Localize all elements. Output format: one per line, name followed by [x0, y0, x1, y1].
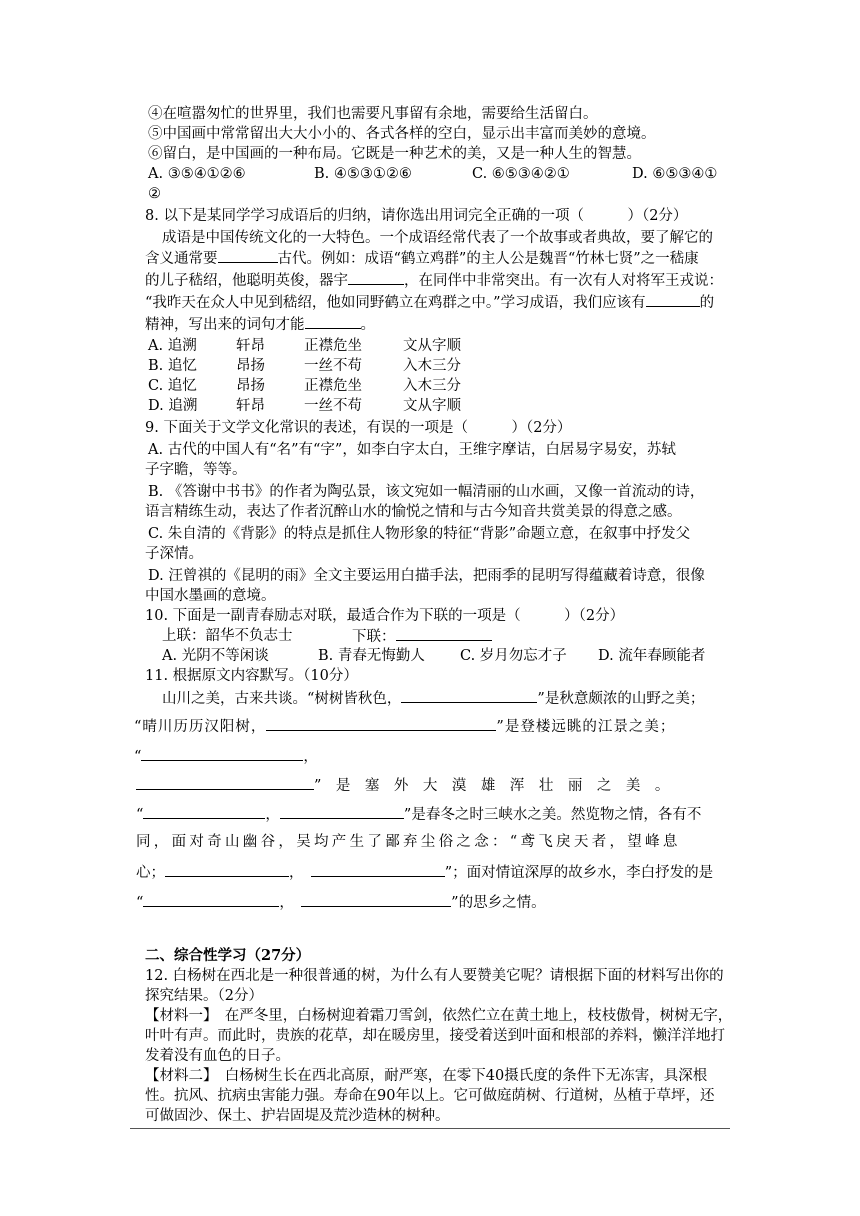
q10-option-d: D. 流年春顾能者 — [598, 648, 706, 664]
q11-blank-2 — [266, 716, 496, 731]
q10-lower-label: 下联： — [352, 629, 396, 645]
q11-line-2 — [134, 716, 675, 737]
q11-line-5 — [136, 804, 701, 825]
q7-option-b: B. ④⑤③①②⑥ — [314, 166, 412, 182]
q8-d-4: 文从字顺 — [403, 398, 461, 414]
q9-c-line-1: C. 朱自清的《背影》的特点是抓住人物形象的特征“背影”命题立意，在叙事中抒发父 — [148, 526, 691, 542]
q11-line-1 — [162, 688, 704, 709]
q8-passage-1: 成语是中国传统文化的一大特色。一个成语经常代表了一个故事或者典故，要了解它的 — [162, 230, 713, 246]
q11-stem: 11. 根据原文内容默写。（10分） — [145, 668, 358, 684]
q11-l2-text: “晴川历历汉阳树， — [134, 719, 267, 735]
q7-sentence-5: ⑤中国画中常常留出大大小小的、各式各样的空白，显示出丰富而美妙的意境。 — [148, 126, 656, 142]
q11-l2-text-2: ”是登楼远眺的江景之美； — [496, 719, 676, 735]
q12-material-1-line-2: 叶叶有声。而此时，贵族的花草，却在暖房里，接受着送到叶面和根部的养料，懒洋洋地打 — [145, 1028, 725, 1044]
q8-passage-2 — [145, 248, 699, 269]
q10-upper-couplet: 上联：韶华不负志士 — [162, 628, 293, 644]
q11-l1-text-2: ”是秋意颇浓的山野之美； — [537, 691, 705, 707]
q10-lower-couplet — [352, 626, 492, 647]
q10-option-c: C. 岁月勿忘才子 — [460, 648, 567, 664]
q12-stem-1: 12. 白杨树在西北是一种很普通的树，为什么有人要赞美它呢？请根据下面的材料写出你的 — [145, 968, 724, 984]
q8-passage-5 — [145, 314, 375, 335]
q7-sentence-4: ④在喧嚣匆忙的世界里，我们也需要凡事留有余地，需要给生活留白。 — [148, 106, 598, 122]
q8-d-2: 轩昂 — [236, 398, 265, 414]
q8-d-1: D. 追溯 — [148, 398, 198, 414]
q8-a-4: 文从字顺 — [403, 338, 461, 354]
q8-blank-3 — [646, 292, 700, 307]
q8-passage-4 — [145, 292, 714, 313]
section-2-title: 二、综合性学习（27分） — [145, 947, 311, 964]
q9-c-line-2: 子深情。 — [145, 546, 203, 562]
q8-passage-3 — [145, 270, 723, 291]
q11-l5-quote: “ — [136, 807, 144, 823]
q11-l7-text: 心； — [136, 865, 165, 881]
q8-a-1: A. 追溯 — [148, 338, 197, 354]
q8-b-3: 一丝不苟 — [304, 358, 362, 374]
q8-b-4: 入木三分 — [403, 358, 461, 374]
q11-blank-10 — [301, 892, 451, 907]
q12-material-1-line-1: 【材料一】 在严冬里，白杨树迎着霜刀雪剑，依然伫立在黄土地上，枝枝傲骨，树树无字， — [145, 1008, 733, 1024]
q11-l5-comma: ， — [265, 807, 280, 823]
q11-blank-9 — [143, 892, 279, 907]
q8-d-3: 一丝不苟 — [304, 398, 362, 414]
q7-sentence-6: ⑥留白，是中国画的一种布局。它既是一种艺术的美，又是一种人生的智慧。 — [148, 146, 641, 162]
q9-b-line-2: 语言精练生动，表达了作者沉醉山水的愉悦之情和与古今知音共赏美景的得意之感。 — [145, 504, 682, 520]
q11-line-8 — [136, 892, 546, 913]
q8-c-4: 入木三分 — [403, 378, 461, 394]
q11-blank-3 — [141, 746, 303, 761]
q11-blank-6 — [280, 804, 404, 819]
q9-d-line-1: D. 汪曾祺的《昆明的雨》全文主要运用白描手法，把雨季的昆明写得蕴藏着诗意，很像 — [148, 568, 705, 584]
q8-p3-text: 的儿子嵇绍，他聪明英俊，器宇 — [145, 273, 348, 289]
q11-line-4 — [136, 775, 669, 796]
q11-l3-quote: “ — [134, 749, 142, 765]
q9-a-line-2: 子字瞻，等等。 — [145, 462, 247, 478]
q8-p2-text-2: 古代。例如：成语“鹤立鸡群”的主人公是魏晋“竹林七贤”之一嵇康 — [277, 251, 699, 267]
q7-option-d-wrap: ② — [148, 186, 161, 202]
q10-option-a: A. 光阴不等闲谈 — [162, 648, 269, 664]
q12-stem-2: 探究结果。（2分） — [145, 988, 263, 1004]
q11-line-6: 同，面对奇山幽谷，吴均产生了鄙弃尘俗之念：“鸢飞戾天者，望峰息 — [136, 834, 681, 850]
q9-stem: 9. 下面关于文学文化常识的表述，有误的一项是（ ）（2分） — [145, 420, 572, 436]
q7-option-c: C. ⑥⑤③④②① — [472, 166, 570, 182]
q8-c-1: C. 追忆 — [148, 378, 197, 394]
q11-line-3 — [134, 746, 318, 767]
q11-blank-1 — [401, 688, 537, 703]
q7-option-d: D. ⑥⑤③④① — [632, 166, 718, 182]
q9-a-line-1: A. 古代的中国人有“名”有“字”，如李白字太白，王维字摩诘，白居易字易安，苏轼 — [148, 442, 676, 458]
q10-stem: 10. 下面是一副青春励志对联，最适合作为下联的一项是（ ）（2分） — [145, 608, 625, 624]
q8-b-2: 昂扬 — [236, 358, 265, 374]
q11-blank-8 — [311, 862, 445, 877]
q10-option-b: B. 青春无悔勤人 — [318, 648, 425, 664]
q8-p3-text-2: ，在同伴中非常突出。有一次有人对将军王戎说： — [404, 273, 723, 289]
q11-l8-comma: ， — [279, 895, 287, 911]
q9-b-line-1: B. 《答谢中书书》的作者为陶弘景，该文宛如一幅清丽的山水画，又像一首流动的诗， — [148, 484, 705, 500]
q8-stem: 8. 以下是某同学学习成语后的归纳，请你选出用词完全正确的一项（ ）（2分） — [145, 208, 688, 224]
q11-l4-text: ” 是 塞 外 大 漠 雄 浑 壮 丽 之 美 。 — [314, 778, 670, 794]
q8-c-3: 正襟危坐 — [304, 378, 362, 394]
footer-rule — [130, 1128, 730, 1129]
q8-p4-text-2: 的 — [699, 295, 715, 311]
q8-blank-4 — [305, 314, 361, 329]
q8-b-1: B. 追忆 — [148, 358, 197, 374]
q12-material-2-line-2: 性。抗风、抗病虫害能力强。寿命在90年以上。它可做庭荫树、行道树，丛植于草坪，还 — [145, 1088, 715, 1104]
q12-material-2-line-3: 可做固沙、保土、护岩固堤及荒沙造林的树种。 — [145, 1108, 450, 1124]
q8-a-3: 正襟危坐 — [304, 338, 362, 354]
q11-blank-5 — [143, 804, 265, 819]
q8-c-2: 昂扬 — [236, 378, 265, 394]
q11-blank-4 — [136, 775, 314, 790]
q7-option-a: A. ③⑤④①②⑥ — [148, 166, 246, 182]
q8-blank-2 — [348, 270, 404, 285]
q11-l1-text: 山川之美，古来共谈。“树树皆秋色， — [162, 691, 402, 707]
q8-blank-1 — [218, 248, 278, 263]
q11-l5-text: ”是春冬之时三峡水之美。然览物之情，各有不 — [403, 807, 702, 823]
q8-p5-text-2: 。 — [360, 317, 375, 333]
q11-blank-7 — [165, 862, 289, 877]
q11-l8-quote: “ — [136, 895, 144, 911]
q11-line-7 — [136, 862, 713, 883]
q11-l8-text: ”的思乡之情。 — [451, 895, 546, 911]
q11-l3-comma: ， — [303, 749, 318, 765]
q8-a-2: 轩昂 — [236, 338, 265, 354]
q8-p2-text: 含义通常要 — [145, 251, 218, 267]
q8-p4-text: “我昨天在众人中见到嵇绍，他如同野鹤立在鸡群之中。”学习成语，我们应该有 — [145, 295, 646, 311]
q8-p5-text: 精神，写出来的词句才能 — [145, 317, 305, 333]
q11-l7-text-2: ”；面对情谊深厚的故乡水，李白抒发的是 — [444, 865, 714, 881]
q12-material-2-line-1: 【材料二】 白杨树生长在西北高原，耐严寒，在零下40摄氏度的条件下无冻害，具深根 — [145, 1068, 708, 1084]
q9-d-line-2: 中国水墨画的意境。 — [145, 588, 276, 604]
q12-material-1-line-3: 发着没有血色的日子。 — [145, 1048, 290, 1064]
q10-blank — [396, 626, 492, 641]
q11-l7-comma: ， — [289, 865, 297, 881]
